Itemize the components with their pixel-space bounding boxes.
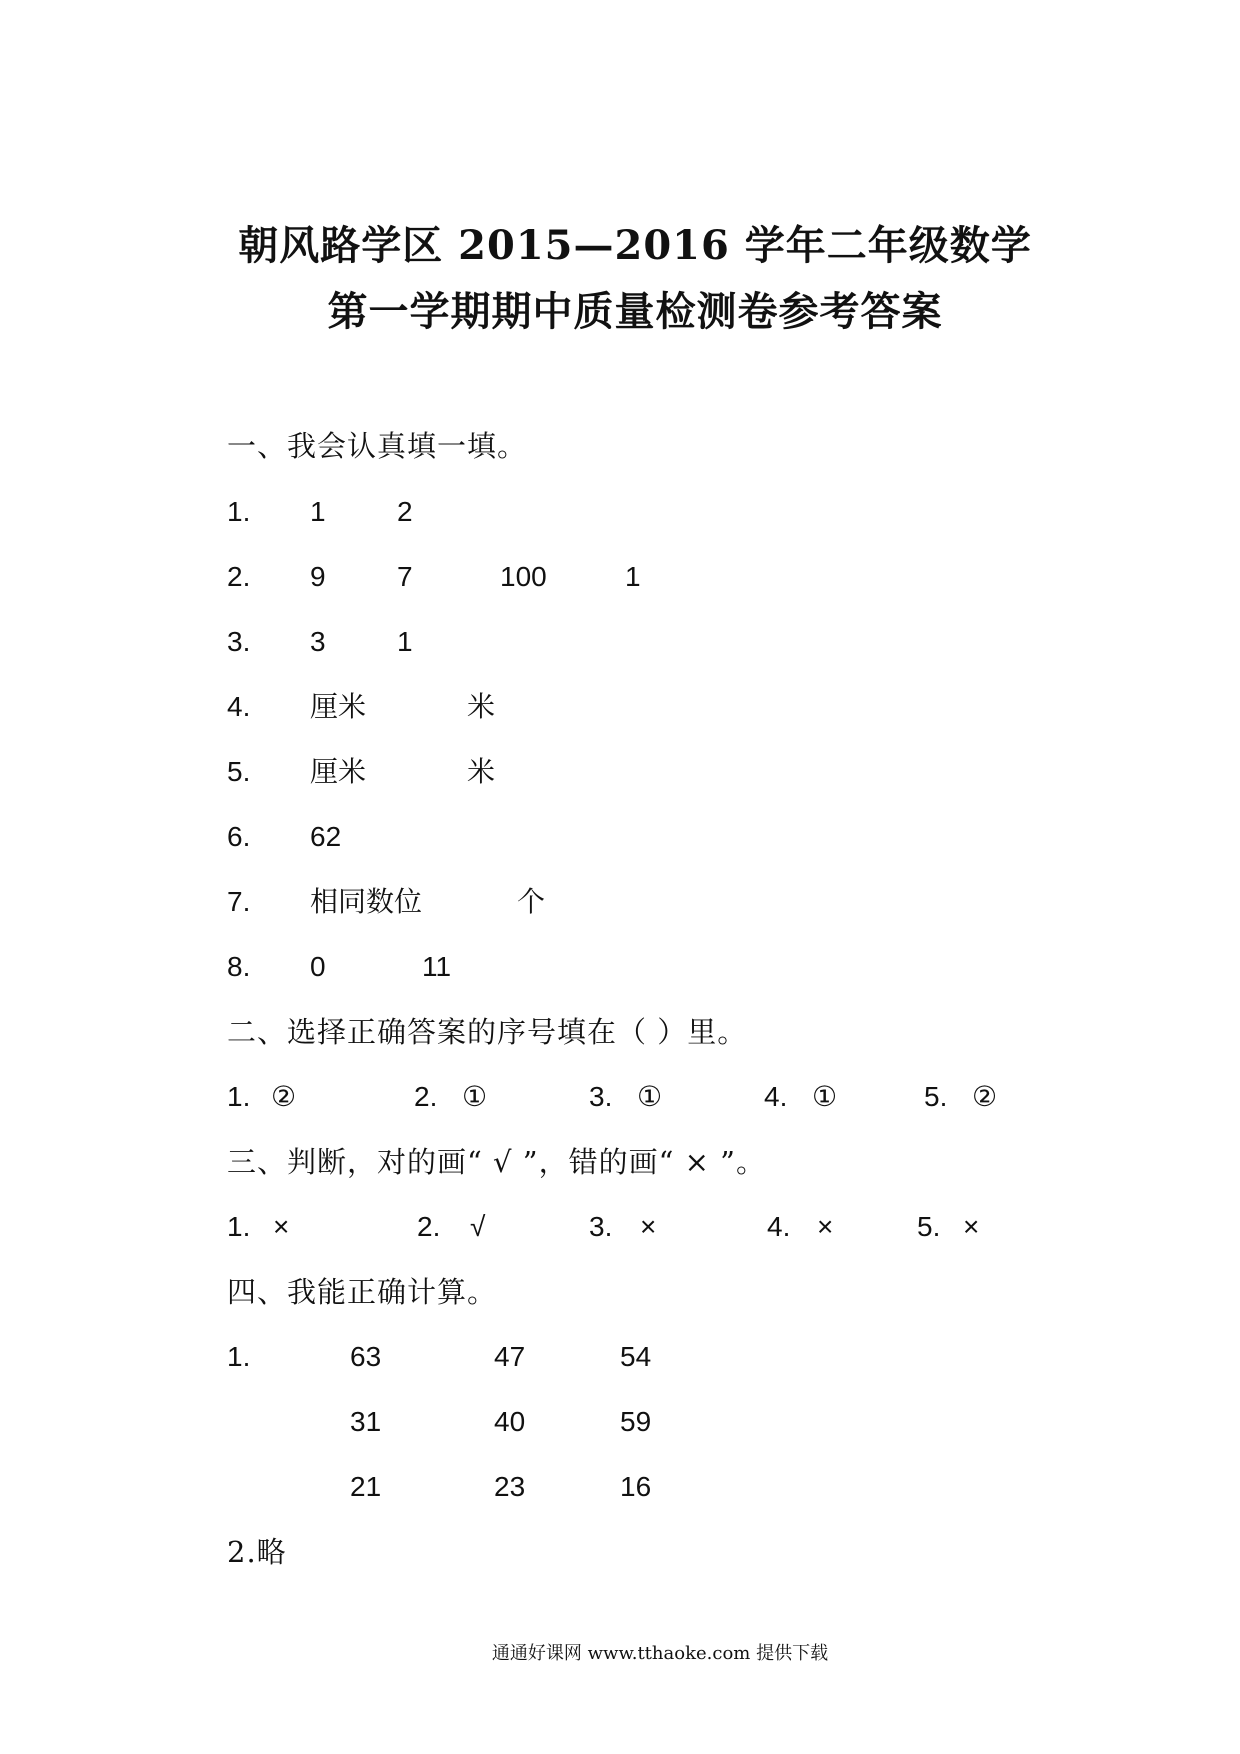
answer-value: × [963,1211,980,1242]
answer-value: 62 [310,821,342,852]
answer-value: × [640,1211,657,1242]
section2-heading: 二、选择正确答案的序号填在（ ）里。 [227,1015,748,1049]
answer-value: 米 [467,691,496,722]
answer-value: 相同数位 [310,886,423,917]
answer-value: 11 [422,951,452,982]
item-number: 3. [589,1211,613,1242]
section3-heading: 三、判断，对的画“ √ ”，错的画“ × ”。 [227,1145,766,1179]
answer-value: 0 [310,951,326,982]
calc-answer: 31 [350,1406,382,1437]
answer-value: ① [637,1081,663,1112]
item-number: 2. [417,1211,441,1242]
doc-title-line1: 朝风路学区 2015—2016 学年二年级数学 [238,222,1032,269]
answer-value: √ [470,1211,486,1242]
answer-value: 9 [310,561,326,592]
answer-value: 1 [625,561,641,592]
calc-answer: 16 [620,1471,652,1502]
item-number: 6. [227,821,251,852]
answer-value: 7 [397,561,413,592]
answer-value: 1 [397,626,413,657]
item-number: 1. [227,496,251,527]
calc-answer: 54 [620,1341,652,1372]
item-number: 7. [227,886,251,917]
answer-value: ① [462,1081,488,1112]
answer-value: 3 [310,626,326,657]
footer-source: 通通好课网 www.tthaoke.com 提供下载 [491,1643,829,1664]
calc-answer: 47 [494,1341,526,1372]
item-number: 5. [917,1211,941,1242]
calc-answer: 21 [350,1471,382,1502]
item-number: 4. [767,1211,791,1242]
answer-value: 厘米 [310,691,367,722]
section1-heading: 一、我会认真填一填。 [227,429,528,463]
item-number: 1. [227,1081,251,1112]
calc-answer: 23 [494,1471,526,1502]
item-number: 4. [227,691,251,722]
item-number: 3. [227,626,251,657]
item-number: 5. [227,756,251,787]
doc-title-line2: 第一学期期中质量检测卷参考答案 [327,288,943,335]
answer-value: ② [271,1081,297,1112]
item-number: 2. [227,561,251,592]
answer-value: 2 [397,496,413,527]
answer-value: 米 [467,756,496,787]
calc-answer: 63 [350,1341,382,1372]
section4-heading: 四、我能正确计算。 [227,1275,498,1309]
item-number: 1. [227,1341,251,1372]
answer-value: 100 [500,561,547,592]
answer-value: ② [972,1081,998,1112]
item-number: 5. [924,1081,948,1112]
answer-value: × [273,1211,290,1242]
item-number: 2. [414,1081,438,1112]
s4-q2: 2.略 [227,1535,287,1569]
item-number: 1. [227,1211,251,1242]
answer-value: × [817,1211,834,1242]
item-number: 4. [764,1081,788,1112]
item-number: 8. [227,951,251,982]
calc-answer: 59 [620,1406,652,1437]
answer-value: 个 [517,886,546,917]
answer-value: ① [812,1081,838,1112]
answer-value: 1 [310,496,326,527]
calc-answer: 40 [494,1406,526,1437]
answer-value: 厘米 [310,756,367,787]
item-number: 3. [589,1081,613,1112]
